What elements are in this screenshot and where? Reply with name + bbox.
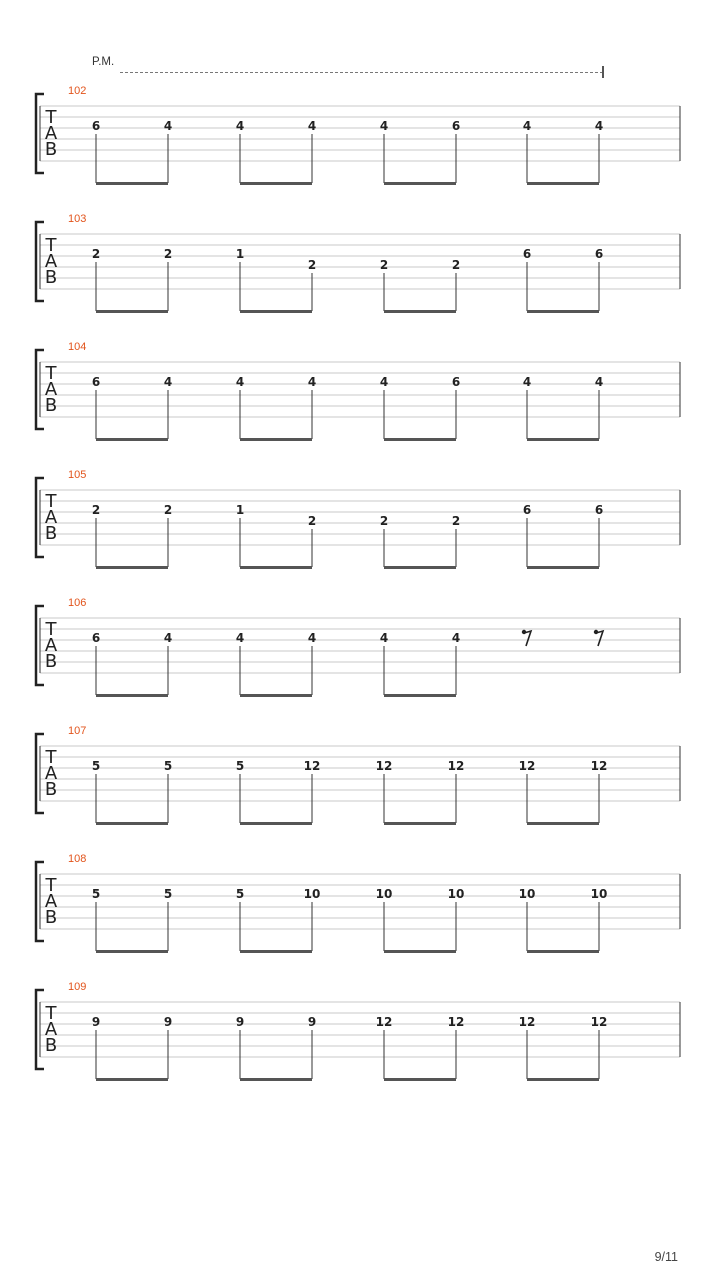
note-beam — [96, 566, 168, 569]
fret-number: 6 — [594, 503, 604, 517]
measure-number: 103 — [68, 213, 87, 225]
tab-clef-letter: B — [44, 907, 58, 928]
fret-number: 4 — [379, 375, 389, 389]
fret-number: 12 — [518, 1015, 536, 1029]
tab-clef-letter: T — [45, 619, 57, 640]
note-beam — [240, 694, 312, 697]
fret-number: 4 — [235, 375, 245, 389]
fret-number: 1 — [235, 247, 245, 261]
tab-clef-letter: A — [44, 635, 58, 656]
fret-number: 10 — [303, 887, 321, 901]
note-beam — [527, 438, 599, 441]
fret-number: 6 — [522, 247, 532, 261]
fret-number: 10 — [447, 887, 465, 901]
fret-number: 1 — [235, 503, 245, 517]
tab-clef-letter: B — [44, 267, 58, 288]
fret-number: 2 — [91, 247, 101, 261]
tab-clef-letter: T — [45, 235, 57, 256]
tab-clef-letter: T — [45, 747, 57, 768]
fret-number: 5 — [163, 759, 173, 773]
fret-number: 12 — [375, 1015, 393, 1029]
fret-number: 12 — [375, 759, 393, 773]
fret-number: 6 — [451, 119, 461, 133]
fret-number: 12 — [518, 759, 536, 773]
fret-number: 9 — [235, 1015, 245, 1029]
note-beam — [240, 182, 312, 185]
tab-clef-letter: T — [45, 1003, 57, 1024]
fret-number: 4 — [307, 119, 317, 133]
fret-number: 5 — [91, 887, 101, 901]
fret-number: 2 — [379, 514, 389, 528]
tab-clef-letter: B — [44, 523, 58, 544]
note-beam — [384, 182, 456, 185]
note-beam — [527, 566, 599, 569]
measure-number: 107 — [68, 725, 87, 737]
fret-number: 9 — [91, 1015, 101, 1029]
tab-clef-letter: T — [45, 875, 57, 896]
note-beam — [96, 182, 168, 185]
fret-number: 6 — [91, 375, 101, 389]
fret-number: 4 — [163, 631, 173, 645]
eighth-rest — [596, 631, 603, 646]
fret-number: 4 — [307, 375, 317, 389]
fret-number: 4 — [379, 631, 389, 645]
tab-clef-letter: A — [44, 1019, 58, 1040]
fret-number: 10 — [375, 887, 393, 901]
fret-number: 4 — [594, 375, 604, 389]
fret-number: 12 — [303, 759, 321, 773]
measure-number: 102 — [68, 85, 87, 97]
fret-number: 2 — [307, 258, 317, 272]
tab-clef-letter: B — [44, 139, 58, 160]
note-beam — [240, 310, 312, 313]
fret-number: 2 — [451, 514, 461, 528]
tab-clef-letter: B — [44, 651, 58, 672]
fret-number: 5 — [163, 887, 173, 901]
note-beam — [384, 822, 456, 825]
fret-number: 9 — [307, 1015, 317, 1029]
note-beam — [96, 310, 168, 313]
note-beam — [96, 438, 168, 441]
palm-mute-label: P.M. — [92, 56, 115, 68]
fret-number: 6 — [594, 247, 604, 261]
fret-number: 6 — [91, 119, 101, 133]
tab-clef-letter: B — [44, 1035, 58, 1056]
note-beam — [240, 1078, 312, 1081]
measure-number: 106 — [68, 597, 87, 609]
note-beam — [240, 438, 312, 441]
fret-number: 2 — [379, 258, 389, 272]
fret-number: 10 — [590, 887, 608, 901]
tab-clef-letter: A — [44, 379, 58, 400]
fret-number: 4 — [235, 631, 245, 645]
note-beam — [527, 310, 599, 313]
fret-number: 5 — [235, 759, 245, 773]
tab-clef-letter: B — [44, 395, 58, 416]
tab-clef-letter: A — [44, 123, 58, 144]
tab-clef-letter: T — [45, 491, 57, 512]
note-beam — [384, 950, 456, 953]
note-beam — [96, 1078, 168, 1081]
tab-clef-letter: A — [44, 763, 58, 784]
fret-number: 12 — [590, 759, 608, 773]
fret-number: 10 — [518, 887, 536, 901]
fret-number: 4 — [235, 119, 245, 133]
fret-number: 4 — [451, 631, 461, 645]
fret-number: 12 — [447, 1015, 465, 1029]
fret-number: 5 — [91, 759, 101, 773]
tab-clef-letter: A — [44, 251, 58, 272]
fret-number: 4 — [522, 119, 532, 133]
fret-number: 12 — [590, 1015, 608, 1029]
note-beam — [240, 822, 312, 825]
fret-number: 2 — [451, 258, 461, 272]
note-beam — [527, 1078, 599, 1081]
note-beam — [527, 950, 599, 953]
fret-number: 6 — [522, 503, 532, 517]
fret-number: 4 — [594, 119, 604, 133]
note-beam — [240, 950, 312, 953]
fret-number: 9 — [163, 1015, 173, 1029]
note-beam — [384, 1078, 456, 1081]
tab-clef-letter: T — [45, 107, 57, 128]
fret-number: 2 — [307, 514, 317, 528]
note-beam — [384, 310, 456, 313]
tab-clef-letter: A — [44, 507, 58, 528]
note-beam — [527, 182, 599, 185]
fret-number: 4 — [307, 631, 317, 645]
fret-number: 4 — [379, 119, 389, 133]
note-beam — [384, 694, 456, 697]
fret-number: 6 — [91, 631, 101, 645]
note-beam — [384, 566, 456, 569]
fret-number: 6 — [451, 375, 461, 389]
fret-number: 12 — [447, 759, 465, 773]
page-number: 9/11 — [654, 1250, 678, 1264]
note-beam — [96, 950, 168, 953]
tab-clef-letter: B — [44, 779, 58, 800]
tab-clef-letter: A — [44, 891, 58, 912]
measure-number: 105 — [68, 469, 87, 481]
note-beam — [96, 822, 168, 825]
note-beam — [527, 822, 599, 825]
tab-clef-letter: T — [45, 363, 57, 384]
fret-number: 5 — [235, 887, 245, 901]
note-beam — [384, 438, 456, 441]
measure-number: 108 — [68, 853, 87, 865]
measure-number: 104 — [68, 341, 87, 353]
note-beam — [96, 694, 168, 697]
fret-number: 4 — [522, 375, 532, 389]
eighth-rest — [524, 631, 531, 646]
note-beam — [240, 566, 312, 569]
fret-number: 4 — [163, 375, 173, 389]
measure-number: 109 — [68, 981, 87, 993]
fret-number: 2 — [91, 503, 101, 517]
fret-number: 2 — [163, 503, 173, 517]
fret-number: 2 — [163, 247, 173, 261]
fret-number: 4 — [163, 119, 173, 133]
